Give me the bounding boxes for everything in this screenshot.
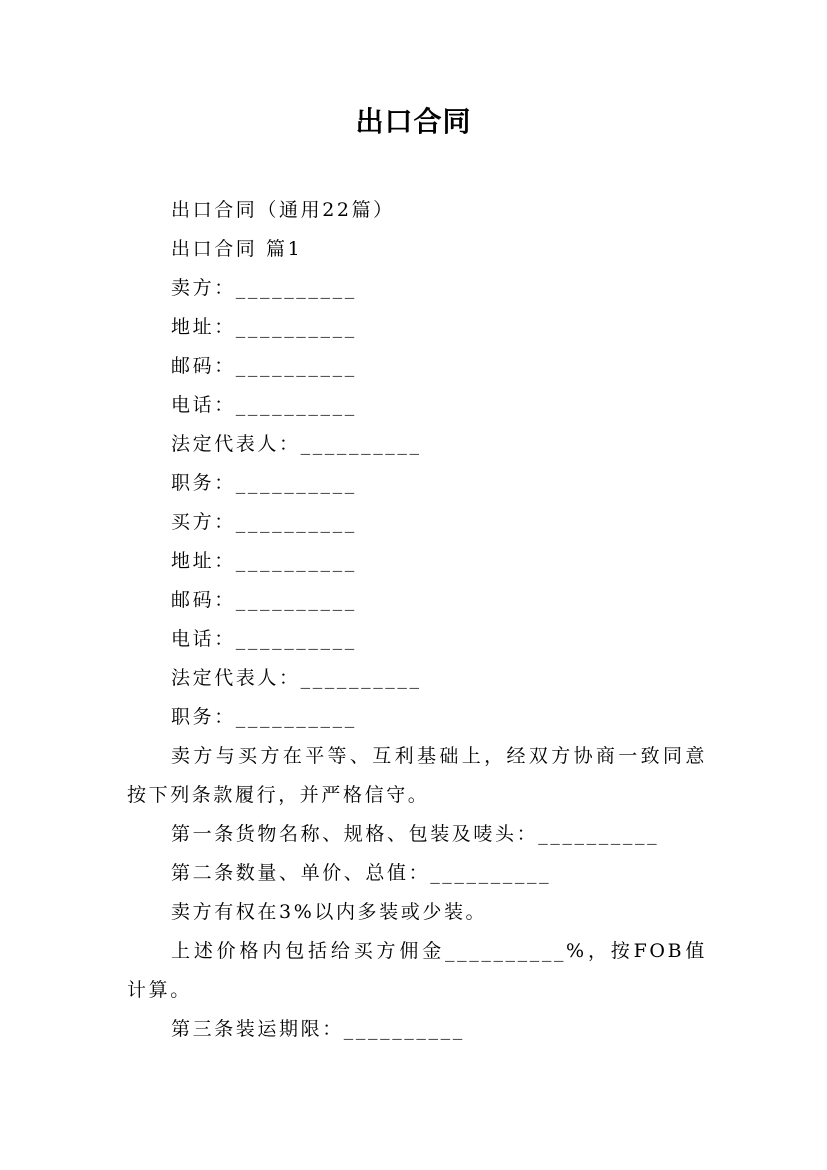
paragraph-section-heading: 出口合同 篇1: [171, 238, 303, 260]
paragraph-subtitle: 出口合同（通用22篇）: [171, 199, 395, 221]
paragraph-seller-position: 职务：__________: [171, 472, 357, 494]
paragraph-article-1: 第一条货物名称、规格、包装及唛头：__________: [171, 823, 660, 845]
paragraph-tolerance: 卖方有权在3%以内多装或少装。: [171, 901, 488, 923]
paragraph-seller-phone: 电话：__________: [171, 394, 357, 416]
document-body: [127, 191, 707, 1049]
document-title: 出口合同: [355, 105, 472, 138]
paragraph-buyer-position: 职务：__________: [171, 706, 357, 728]
paragraph-article-3: 第三条装运期限：__________: [171, 1018, 465, 1040]
paragraph-buyer-postcode: 邮码：__________: [171, 589, 357, 611]
paragraph-buyer: 买方：__________: [171, 511, 357, 533]
paragraph-seller-postcode: 邮码：__________: [171, 355, 357, 377]
paragraph-commission: 上述价格内包括给买方佣金__________%，按FOB值计算。: [127, 940, 707, 1001]
paragraph-buyer-legal-rep: 法定代表人：__________: [171, 667, 422, 689]
paragraph-agreement: 卖方与买方在平等、互利基础上，经双方协商一致同意按下列条款履行，并严格信守。: [127, 745, 707, 806]
paragraph-seller: 卖方：__________: [171, 277, 357, 299]
paragraph-buyer-phone: 电话：__________: [171, 628, 357, 650]
paragraph-seller-legal-rep: 法定代表人：__________: [171, 433, 422, 455]
paragraph-article-2: 第二条数量、单价、总值：__________: [171, 862, 552, 884]
paragraph-seller-address: 地址：__________: [171, 316, 357, 338]
paragraph-buyer-address: 地址：__________: [171, 550, 357, 572]
